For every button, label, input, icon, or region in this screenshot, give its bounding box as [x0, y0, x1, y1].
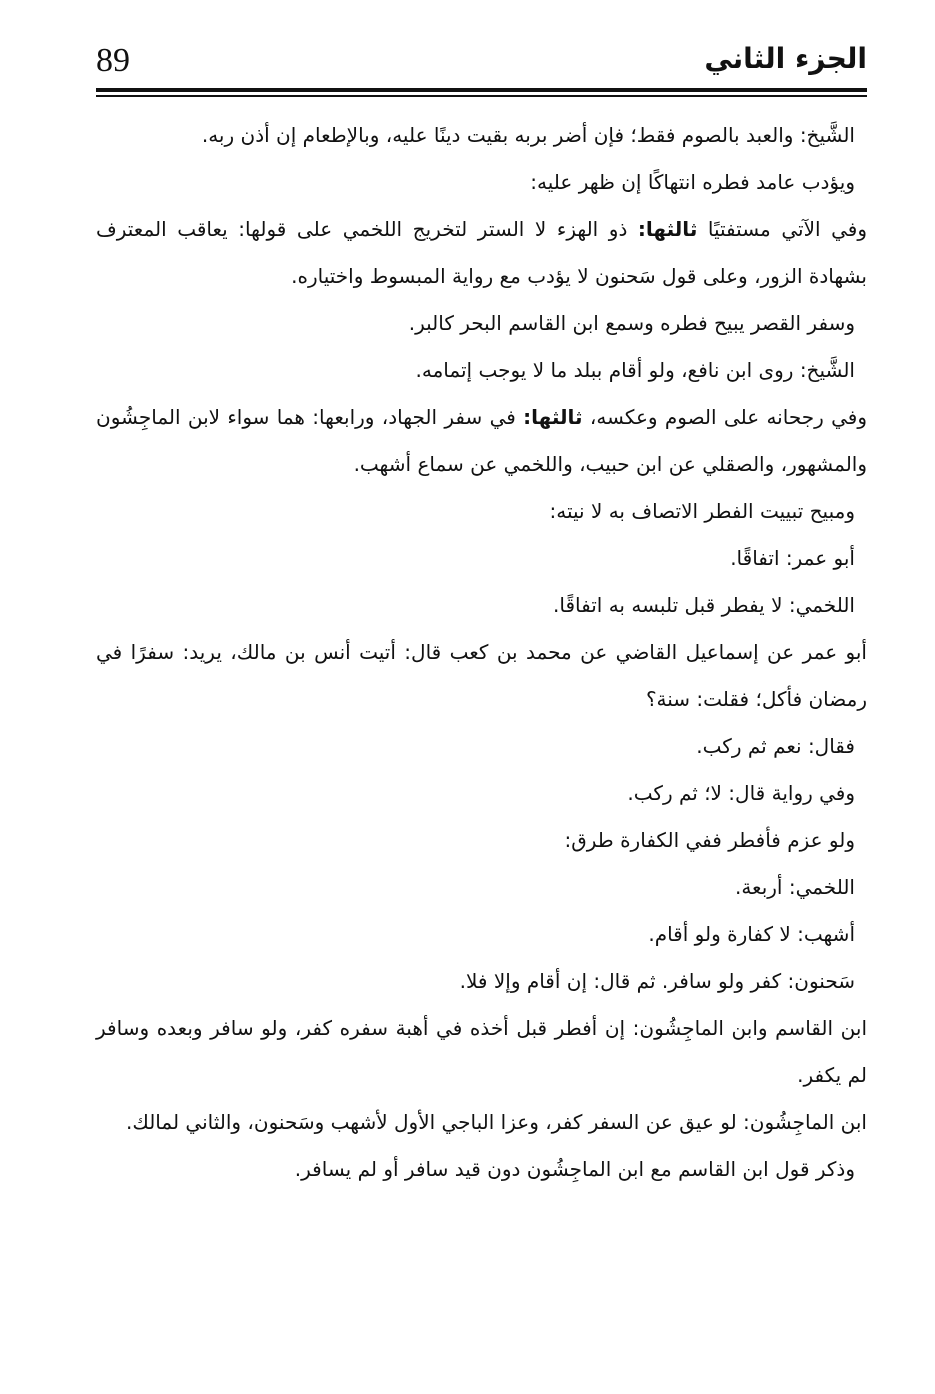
paragraph: ومبيح تبييت الفطر الاتصاف به لا نيته: — [549, 499, 855, 523]
paragraph: اللخمي: أربعة. — [734, 875, 855, 899]
paragraph: ابن الماجِشُون: لو عيق عن السفر كفر، وعزا الباجي الأول لأشهب وسَحنون، والثاني لمالك. — [125, 1110, 867, 1134]
paragraph-text: وفي رجحانه على الصوم وعكسه، — [582, 405, 867, 429]
paragraph-text: وفي الآتي مستفتيًا — [697, 217, 867, 241]
body-text — [96, 112, 867, 1193]
running-title: الجزء الثاني — [704, 42, 867, 75]
header-rule-thin — [96, 95, 867, 97]
paragraph: ابن القاسم وابن الماجِشُون: إن أفطر قبل أخذه في أهبة سفره كفر، ولو سافر وبعده وسافر لم يكفر. — [96, 1016, 867, 1087]
bold-term: ثالثها: — [523, 405, 583, 429]
paragraph — [96, 206, 867, 300]
paragraph: أبو عمر عن إسماعيل القاضي عن محمد بن كعب قال: أتيت أنس بن مالك، يريد: سفرًا في رمضان فأكل؛ فقلت: سنة؟ — [96, 640, 867, 711]
paragraph-text: في سفر الجهاد، ورابعها: هما سواء لابن الماجِشُون والمشهور، والصقلي عن ابن حبيب، واللخمي عن سماع أشهب. — [96, 405, 867, 476]
paragraph: ولو عزم فأفطر ففي الكفارة طرق: — [564, 828, 855, 852]
paragraph: وفي رواية قال: لا؛ ثم ركب. — [627, 781, 855, 805]
paragraph — [96, 394, 867, 488]
paragraph: ويؤدب عامد فطره انتهاكًا إن ظهر عليه: — [530, 170, 855, 194]
page-header — [96, 38, 867, 88]
paragraph-text: ذو الهزء لا الستر لتخريج اللخمي على قولها: يعاقب المعترف بشهادة الزور، وعلى قول سَحنون لا يؤدب مع رواية المبسوط واختياره. — [96, 217, 867, 288]
paragraph: وذكر قول ابن القاسم مع ابن الماجِشُون دون قيد سافر أو لم يسافر. — [294, 1157, 855, 1181]
paragraph: أشهب: لا كفارة ولو أقام. — [648, 922, 855, 946]
paragraph: أبو عمر: اتفاقًا. — [730, 546, 855, 570]
page-number: 89 — [96, 42, 130, 79]
paragraph: وسفر القصر يبيح فطره وسمع ابن القاسم البحر كالبر. — [408, 311, 855, 335]
paragraph: اللخمي: لا يفطر قبل تلبسه به اتفاقًا. — [553, 593, 855, 617]
header-rule-thick — [96, 88, 867, 92]
bold-term: ثالثها: — [637, 217, 698, 241]
paragraph: فقال: نعم ثم ركب. — [696, 734, 855, 758]
paragraph: سَحنون: كفر ولو سافر. ثم قال: إن أقام وإلا فلا. — [459, 969, 855, 993]
paragraph: الشَّيخ: روى ابن نافع، ولو أقام ببلد ما لا يوجب إتمامه. — [415, 358, 855, 382]
paragraph: الشَّيخ: والعبد بالصوم فقط؛ فإن أضر بربه بقيت دينًا عليه، وبالإطعام إن أذن ربه. — [201, 123, 855, 147]
